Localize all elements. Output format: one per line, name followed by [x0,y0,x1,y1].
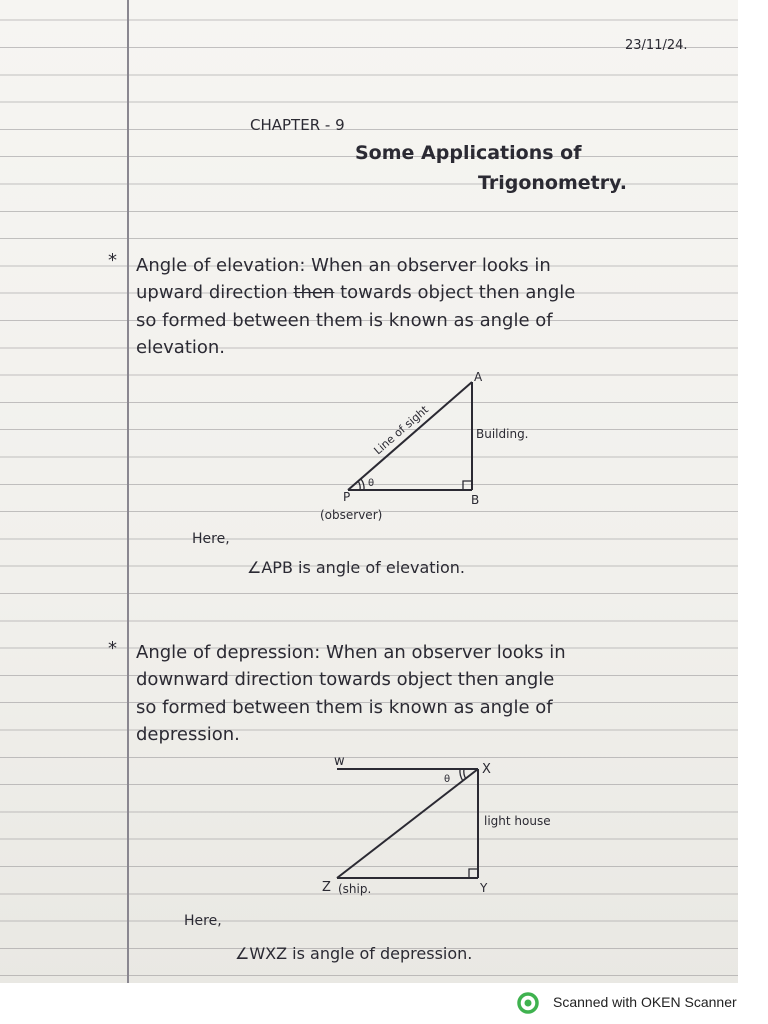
scanner-watermark: Scanned with OKEN Scanner [553,994,737,1010]
depression-arc [464,769,466,779]
here-label-1: Here, [192,531,230,547]
bullet-elevation: * [108,250,117,271]
elevation-line-2a: upward direction [136,282,294,304]
vertex-x: X [482,762,491,777]
title-line-1: Some Applications of [355,142,582,164]
elevation-line-4: elevation. [136,336,226,358]
building-label: Building. [476,427,529,441]
lighthouse-label: light house [484,814,551,828]
depression-angle: θ [444,774,451,785]
elevation-statement: ∠APB is angle of elevation. [247,558,465,577]
elevation-line-1: Angle of elevation: When an observer looks in [136,255,551,276]
depression-line-3: so formed between them is known as angle of [136,696,553,718]
sight-line [337,769,478,878]
observer-label: (observer) [320,508,383,522]
elevation-line-2b: towards object then angle [334,282,576,304]
depression-statement: ∠WXZ is angle of depression. [235,944,473,963]
right-angle-mark-2 [469,869,478,878]
title-line-2: Trigonometry. [478,172,627,194]
elevation-angle: θ [368,478,375,489]
struck-word: then [293,282,335,304]
vertex-b: B [471,493,480,507]
bullet-depression: * [108,638,117,659]
vertex-a: A [474,370,483,384]
date: 23/11/24. [625,38,688,53]
here-label-2: Here, [184,913,222,929]
vertex-w: w [334,754,345,769]
oken-logo-icon [517,992,539,1014]
vertex-z: Z [322,880,331,895]
elevation-line-3: so formed between them is known as angle of [136,309,553,331]
line-of-sight-label: Line of sight [371,403,431,458]
depression-line-1: Angle of depression: When an observer looks in [136,642,566,663]
depression-line-2: downward direction towards object then angle [136,669,555,691]
vertex-p: P [343,490,351,504]
ship-label: (ship. [338,882,372,896]
depression-line-4: depression. [136,723,240,745]
vertex-y: Y [480,881,488,895]
depression-arc-2 [460,769,463,781]
chapter-heading: CHAPTER - 9 [250,116,345,134]
